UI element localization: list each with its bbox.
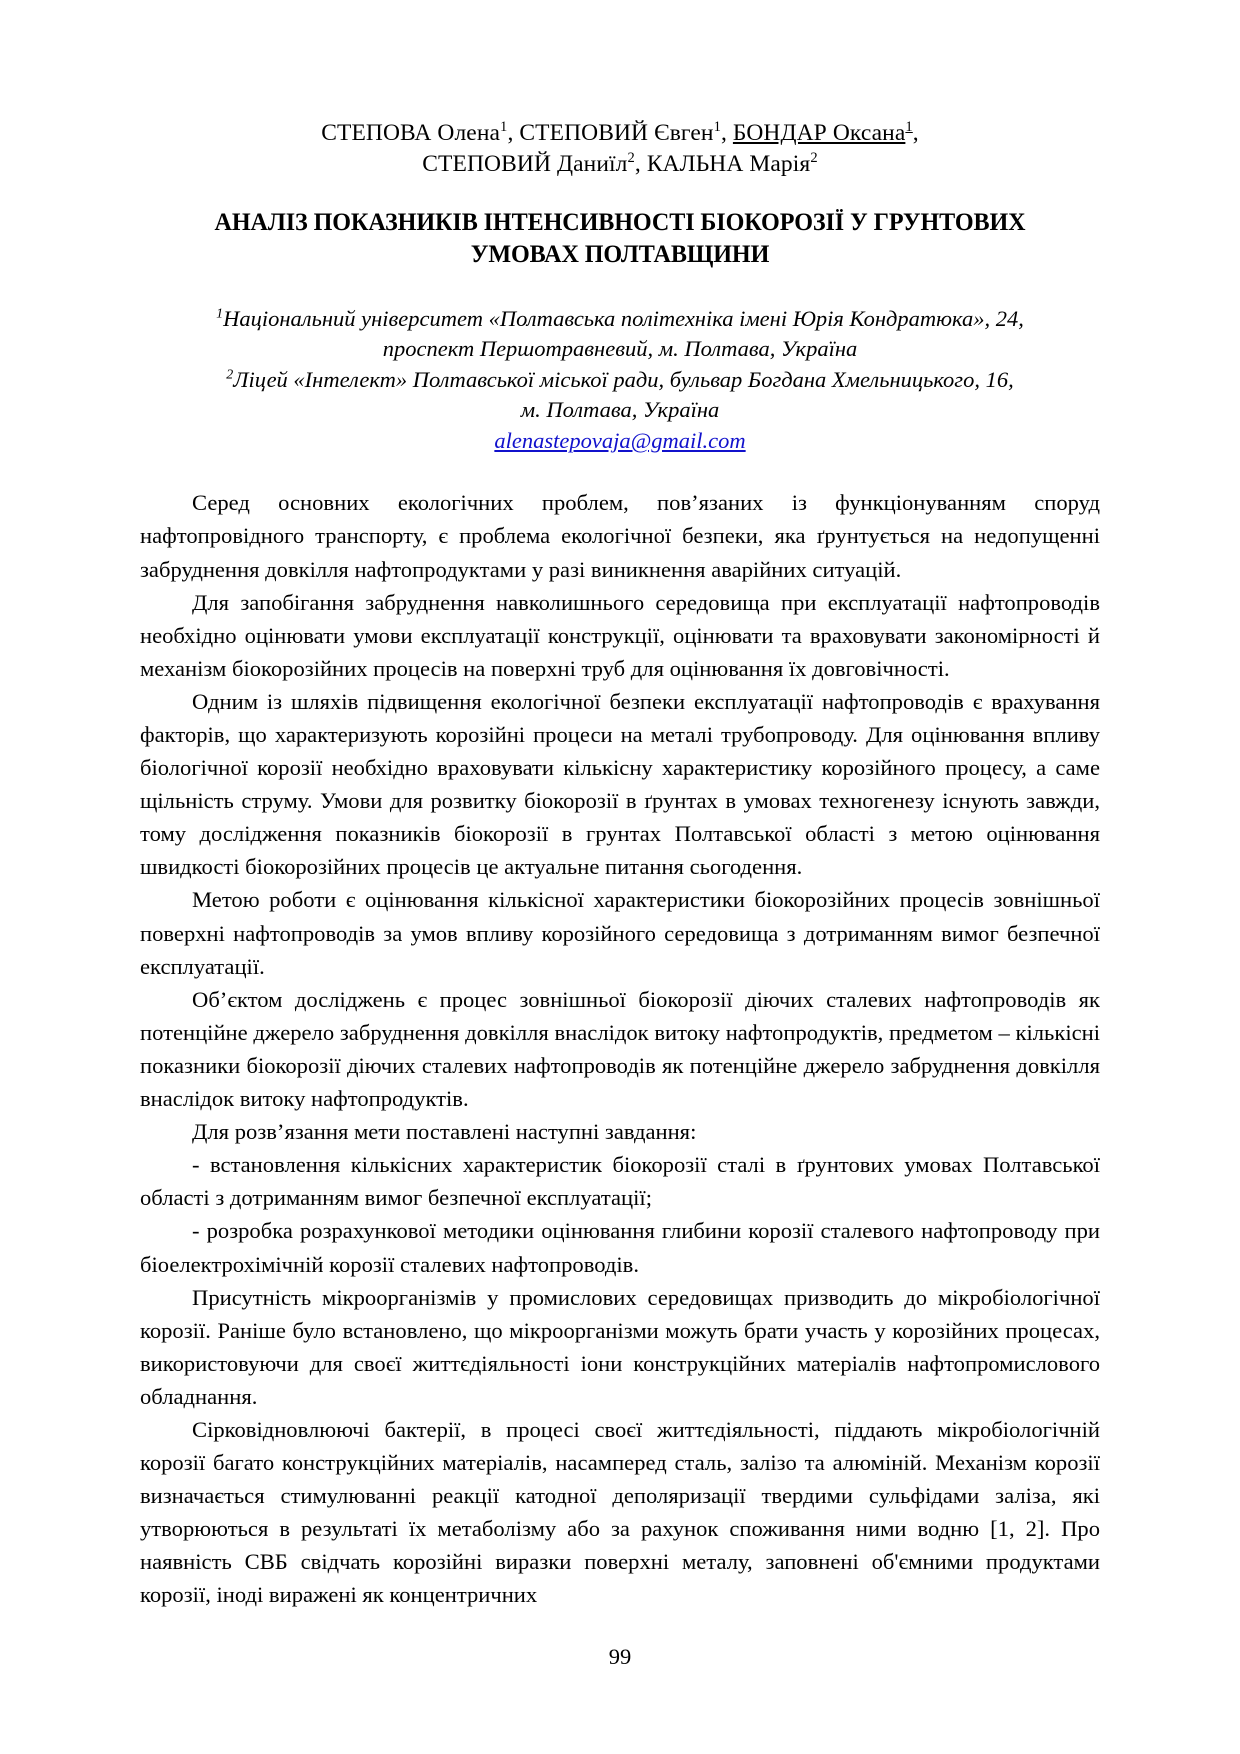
author-name-2: СТЕПОВИЙ Євген	[519, 120, 714, 146]
affiliation-marker-2: 2	[226, 367, 234, 383]
affiliation-1-line-2: проспект Першотравневий, м. Полтава, Україна	[382, 336, 858, 362]
paragraph: Метою роботи є оцінювання кількісної характеристики біокорозійних процесів зовнішньої поверхні нафтопроводів за умов впливу корозійного середовища з дотриманням вимог безпечної експлуатації.	[140, 887, 1100, 979]
paragraph: Об’єктом досліджень є процес зовнішньої біокорозії діючих сталевих нафтопроводів як потенційне джерело забруднення довкілля внаслідок витоку нафтопродуктів, предметом – кількісні показники біокорозії діючих сталевих нафтопроводів як потенційне джерело забруднення довкілля внаслідок витоку нафтопродуктів.	[140, 986, 1100, 1112]
affiliation-1-text-1: Національний університет «Полтавська політехніка імені Юрія Кондратюка», 24,	[223, 306, 1024, 332]
affiliation-2-line-1	[140, 365, 1100, 395]
title-line-2: УМОВАХ ПОЛТАВЩИНИ	[470, 240, 770, 268]
title-line-1: АНАЛІЗ ПОКАЗНИКІВ ІНТЕНСИВНОСТІ БІОКОРОЗІЇ У ГРУНТОВИХ	[214, 209, 1026, 237]
list-item: - розробка розрахункової методики оцінювання глибини корозії сталевого нафтопроводу при біоелектрохімічній корозії сталевих нафтопроводів.	[140, 1218, 1100, 1277]
author-affil-marker-5: 2	[810, 149, 818, 166]
affiliation-2-line-2: м. Полтава, Україна	[520, 396, 720, 422]
paragraph: Серед основних екологічних проблем, пов’язаних із функціонуванням споруд нафтопровідного транспорту, є проблема екологічної безпеки, яка ґрунтується на недопущенні забруднення довкілля нафтопродуктами у разі виникнення аварійних ситуацій.	[140, 490, 1100, 582]
contact-email-link[interactable]: alenastepovaja@gmail.com	[494, 428, 746, 454]
paragraph: Сірковідновлюючі бактерії, в процесі своєї життєдіяльності, піддають мікробіологічній корозії багато конструкційних матеріалів, насамперед сталь, залізо та алюміній. Механізм корозії визначається стимулюванні реакції катодної деполяризації твердими сульфідами заліза, які утворюються в результаті їх метаболізму або за рахунок споживання ними водню [1, 2]. Про наявність СВБ свідчать корозійні виразки поверхні металу, заповнені об'ємними продуктами корозії, іноді виражені як концентричних	[140, 1416, 1100, 1608]
affiliation-1-line-1	[140, 304, 1100, 334]
paragraph: Присутність мікроорганізмів у промислових середовищах призводить до мікробіологічної корозії. Раніше було встановлено, що мікроорганізми можуть брати участь у корозійних процесах, використовуючи для своєї життєдіяльності іони конструкційних матеріалів нафтопромислового обладнання.	[140, 1284, 1100, 1409]
page-content	[140, 118, 1100, 1612]
paragraph: Для запобігання забруднення навколишнього середовища при експлуатації нафтопроводів необхідно оцінювати умови експлуатації конструкції, оцінювати та враховувати закономірності й механізм біокорозійних процесів на поверхні труб для оцінювання їх довговічності.	[140, 589, 1100, 681]
author-affil-marker-4: 2	[627, 149, 635, 166]
author-name-4: СТЕПОВИЙ Даниїл	[422, 150, 628, 177]
page-number: 99	[608, 1644, 632, 1669]
affiliation-marker-1: 1	[216, 306, 224, 322]
body-text	[140, 486, 1100, 1611]
author-line-2: СТЕПОВИЙ Даниїл$^2$, КАЛЬНА Марія$^2$	[422, 149, 818, 177]
author-affil-marker-2: 1	[713, 119, 721, 136]
author-affil-marker-3: 1	[905, 119, 913, 136]
page-title	[157, 207, 1083, 270]
author-affil-marker-1: 1	[500, 119, 508, 136]
affiliation-2-text-1: Ліцей «Інтелект» Полтавської міської ради, бульвар Богдана Хмельницького, 16,	[233, 366, 1014, 392]
author-block	[140, 118, 1100, 179]
paragraph: Одним із шляхів підвищення екологічної безпеки експлуатації нафтопроводів є врахування факторів, що характеризують корозійні процеси на металі трубопроводу. Для оцінювання впливу біологічної корозії необхідно враховувати кількісну характеристику корозійного процесу, а саме щільність струму. Умови для розвитку біокорозії в ґрунтах в умовах техногенезу існують завжди, тому дослідження показників біокорозії в грунтах Полтавської області з метою оцінювання швидкості біокорозійних процесів це актуальне питання сьогодення.	[140, 688, 1100, 880]
paragraph: Для розв’язання мети поставлені наступні завдання:	[192, 1119, 697, 1145]
author-name-3: БОНДАР Оксана	[732, 120, 906, 146]
contact-email-line	[140, 426, 1100, 456]
author-line-1: СТЕПОВА Олена$^1$, СТЕПОВИЙ Євген$^1$, БОНДАР Оксана$^1$,	[321, 119, 919, 146]
affiliation-block	[140, 304, 1100, 456]
author-name-1: СТЕПОВА Олена	[321, 120, 501, 146]
list-item: - встановлення кількісних характеристик біокорозії сталі в ґрунтових умовах Полтавської області з дотриманням вимог безпечної експлуатації;	[140, 1152, 1100, 1211]
author-name-5: КАЛЬНА Марія	[646, 150, 811, 177]
